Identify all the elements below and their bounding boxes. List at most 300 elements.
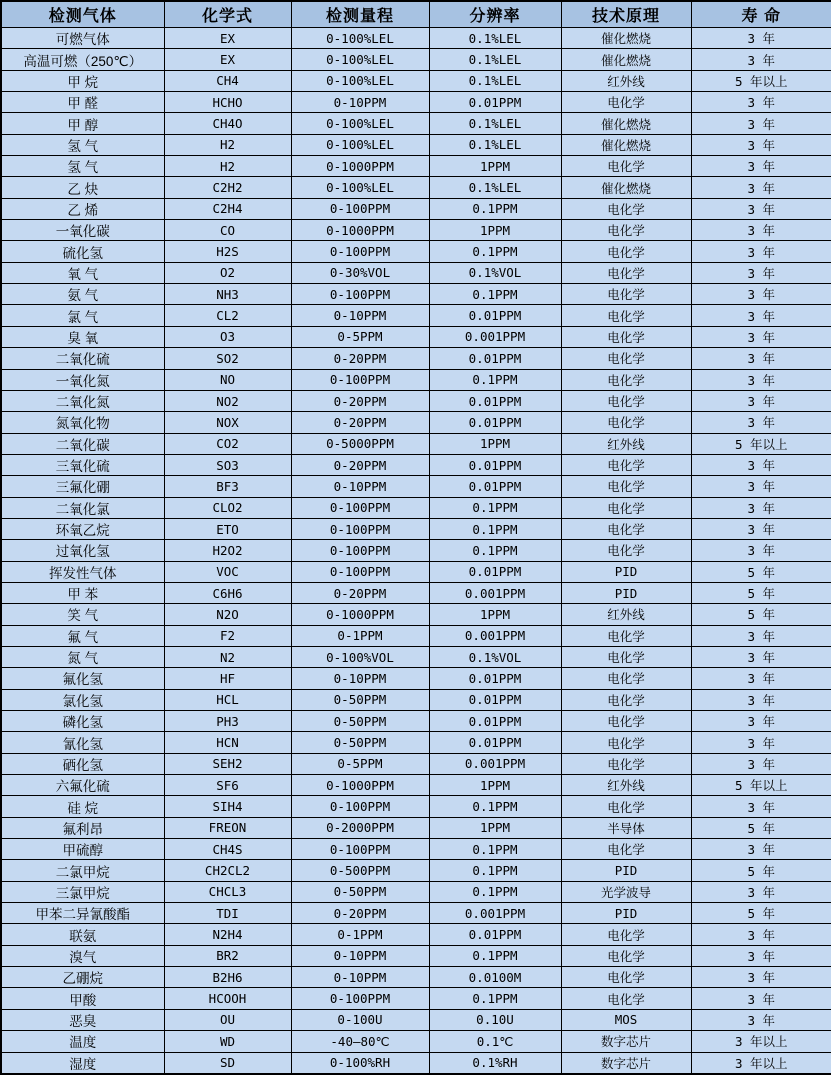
chemical-formula-cell: CH4S xyxy=(164,839,291,860)
technical-principle-cell: 电化学 xyxy=(561,924,691,945)
technical-principle-cell: 电化学 xyxy=(561,668,691,689)
resolution-cell: 0.1%VOL xyxy=(429,646,561,667)
lifespan-cell: 3 年 xyxy=(691,92,831,113)
technical-principle-cell: 电化学 xyxy=(561,412,691,433)
lifespan-cell: 3 年 xyxy=(691,988,831,1009)
technical-principle-cell: 电化学 xyxy=(561,326,691,347)
chemical-formula-cell: EX xyxy=(164,49,291,70)
column-header-4: 分辨率 xyxy=(429,1,561,28)
gas-name-cell: 磷化氢 xyxy=(1,711,164,732)
technical-principle-cell: 电化学 xyxy=(561,497,691,518)
technical-principle-cell: 电化学 xyxy=(561,711,691,732)
detection-range-cell: 0-1000PPM xyxy=(291,156,429,177)
table-row xyxy=(1,220,831,241)
table-row xyxy=(1,412,831,433)
technical-principle-cell: 电化学 xyxy=(561,369,691,390)
technical-principle-cell: PID xyxy=(561,582,691,603)
detection-range-cell: 0-100U xyxy=(291,1009,429,1030)
table-row xyxy=(1,732,831,753)
resolution-cell: 0.1PPM xyxy=(429,839,561,860)
detection-range-cell: 0-100PPM xyxy=(291,839,429,860)
gas-name-cell: 氰化氢 xyxy=(1,732,164,753)
resolution-cell: 1PPM xyxy=(429,775,561,796)
table-row xyxy=(1,348,831,369)
table-row xyxy=(1,92,831,113)
lifespan-cell: 5 年以上 xyxy=(691,70,831,91)
table-row xyxy=(1,177,831,198)
chemical-formula-cell: C2H4 xyxy=(164,198,291,219)
chemical-formula-cell: SO2 xyxy=(164,348,291,369)
column-header-6: 寿 命 xyxy=(691,1,831,28)
lifespan-cell: 5 年 xyxy=(691,582,831,603)
gas-name-cell: 过氧化氢 xyxy=(1,540,164,561)
technical-principle-cell: 数字芯片 xyxy=(561,1031,691,1052)
gas-name-cell: 氧 气 xyxy=(1,262,164,283)
technical-principle-cell: 电化学 xyxy=(561,241,691,262)
detection-range-cell: 0-100%RH xyxy=(291,1052,429,1074)
lifespan-cell: 5 年以上 xyxy=(691,433,831,454)
lifespan-cell: 5 年以上 xyxy=(691,775,831,796)
lifespan-cell: 3 年 xyxy=(691,689,831,710)
technical-principle-cell: 电化学 xyxy=(561,348,691,369)
chemical-formula-cell: H2O2 xyxy=(164,540,291,561)
technical-principle-cell: 电化学 xyxy=(561,945,691,966)
lifespan-cell: 3 年 xyxy=(691,198,831,219)
resolution-cell: 0.1%LEL xyxy=(429,70,561,91)
resolution-cell: 0.001PPM xyxy=(429,582,561,603)
table-row xyxy=(1,775,831,796)
technical-principle-cell: PID xyxy=(561,561,691,582)
chemical-formula-cell: CL2 xyxy=(164,305,291,326)
gas-name-cell: 联氨 xyxy=(1,924,164,945)
lifespan-cell: 3 年 xyxy=(691,177,831,198)
technical-principle-cell: 电化学 xyxy=(561,689,691,710)
gas-name-cell: 甲 烷 xyxy=(1,70,164,91)
resolution-cell: 0.1PPM xyxy=(429,497,561,518)
table-row xyxy=(1,924,831,945)
chemical-formula-cell: H2S xyxy=(164,241,291,262)
gas-name-cell: 溴气 xyxy=(1,945,164,966)
table-row xyxy=(1,796,831,817)
table-row xyxy=(1,646,831,667)
chemical-formula-cell: NO2 xyxy=(164,390,291,411)
lifespan-cell: 5 年 xyxy=(691,903,831,924)
resolution-cell: 0.01PPM xyxy=(429,561,561,582)
resolution-cell: 0.01PPM xyxy=(429,711,561,732)
table-row xyxy=(1,1009,831,1030)
resolution-cell: 0.1PPM xyxy=(429,518,561,539)
technical-principle-cell: 催化燃烧 xyxy=(561,49,691,70)
resolution-cell: 0.01PPM xyxy=(429,454,561,475)
table-row xyxy=(1,668,831,689)
detection-range-cell: 0-100%LEL xyxy=(291,70,429,91)
gas-name-cell: 高温可燃（250℃） xyxy=(1,49,164,70)
lifespan-cell: 3 年 xyxy=(691,49,831,70)
detection-range-cell: 0-500PPM xyxy=(291,860,429,881)
lifespan-cell: 3 年 xyxy=(691,284,831,305)
resolution-cell: 0.1%RH xyxy=(429,1052,561,1074)
detection-range-cell: 0-1PPM xyxy=(291,625,429,646)
lifespan-cell: 3 年 xyxy=(691,134,831,155)
detection-range-cell: 0-100PPM xyxy=(291,497,429,518)
technical-principle-cell: 电化学 xyxy=(561,262,691,283)
resolution-cell: 0.01PPM xyxy=(429,924,561,945)
detection-range-cell: 0-20PPM xyxy=(291,582,429,603)
detection-range-cell: 0-100PPM xyxy=(291,518,429,539)
resolution-cell: 0.1PPM xyxy=(429,540,561,561)
chemical-formula-cell: VOC xyxy=(164,561,291,582)
lifespan-cell: 3 年 xyxy=(691,454,831,475)
technical-principle-cell: 催化燃烧 xyxy=(561,28,691,49)
gas-name-cell: 乙 炔 xyxy=(1,177,164,198)
technical-principle-cell: 电化学 xyxy=(561,625,691,646)
technical-principle-cell: 电化学 xyxy=(561,476,691,497)
chemical-formula-cell: HF xyxy=(164,668,291,689)
table-row xyxy=(1,156,831,177)
table-row xyxy=(1,1052,831,1074)
detection-range-cell: 0-100PPM xyxy=(291,198,429,219)
lifespan-cell: 3 年 xyxy=(691,28,831,49)
detection-range-cell: 0-5000PPM xyxy=(291,433,429,454)
table-row xyxy=(1,689,831,710)
chemical-formula-cell: F2 xyxy=(164,625,291,646)
gas-name-cell: 三氯甲烷 xyxy=(1,881,164,902)
resolution-cell: 0.1℃ xyxy=(429,1031,561,1052)
detection-range-cell: 0-20PPM xyxy=(291,454,429,475)
lifespan-cell: 3 年 xyxy=(691,326,831,347)
table-row xyxy=(1,390,831,411)
table-body xyxy=(1,28,831,1075)
table-row xyxy=(1,903,831,924)
table-row xyxy=(1,753,831,774)
gas-name-cell: 氮氧化物 xyxy=(1,412,164,433)
chemical-formula-cell: FREON xyxy=(164,817,291,838)
table-row xyxy=(1,988,831,1009)
detection-range-cell: 0-100%LEL xyxy=(291,28,429,49)
detection-range-cell: 0-100%LEL xyxy=(291,134,429,155)
table-row xyxy=(1,326,831,347)
detection-range-cell: 0-5PPM xyxy=(291,326,429,347)
gas-name-cell: 甲 醛 xyxy=(1,92,164,113)
detection-range-cell: 0-20PPM xyxy=(291,348,429,369)
lifespan-cell: 3 年 xyxy=(691,540,831,561)
lifespan-cell: 5 年 xyxy=(691,817,831,838)
chemical-formula-cell: SF6 xyxy=(164,775,291,796)
table-row xyxy=(1,582,831,603)
detection-range-cell: 0-2000PPM xyxy=(291,817,429,838)
resolution-cell: 0.1PPM xyxy=(429,284,561,305)
technical-principle-cell: 电化学 xyxy=(561,540,691,561)
technical-principle-cell: 红外线 xyxy=(561,70,691,91)
chemical-formula-cell: SO3 xyxy=(164,454,291,475)
technical-principle-cell: 光学波导 xyxy=(561,881,691,902)
technical-principle-cell: 数字芯片 xyxy=(561,1052,691,1074)
column-header-5: 技术原理 xyxy=(561,1,691,28)
chemical-formula-cell: BF3 xyxy=(164,476,291,497)
detection-range-cell: 0-10PPM xyxy=(291,476,429,497)
lifespan-cell: 3 年 xyxy=(691,241,831,262)
resolution-cell: 0.1%LEL xyxy=(429,49,561,70)
technical-principle-cell: 红外线 xyxy=(561,775,691,796)
table-row xyxy=(1,711,831,732)
gas-name-cell: 甲 苯 xyxy=(1,582,164,603)
header-row xyxy=(1,1,831,28)
table-row xyxy=(1,1031,831,1052)
technical-principle-cell: 电化学 xyxy=(561,988,691,1009)
table-row xyxy=(1,134,831,155)
lifespan-cell: 3 年 xyxy=(691,753,831,774)
resolution-cell: 1PPM xyxy=(429,604,561,625)
resolution-cell: 0.1%VOL xyxy=(429,262,561,283)
resolution-cell: 1PPM xyxy=(429,817,561,838)
resolution-cell: 0.1PPM xyxy=(429,945,561,966)
table-row xyxy=(1,369,831,390)
gas-name-cell: 硫化氢 xyxy=(1,241,164,262)
resolution-cell: 0.1PPM xyxy=(429,369,561,390)
resolution-cell: 0.01PPM xyxy=(429,390,561,411)
table-row xyxy=(1,945,831,966)
detection-range-cell: 0-5PPM xyxy=(291,753,429,774)
resolution-cell: 0.1PPM xyxy=(429,198,561,219)
chemical-formula-cell: CO xyxy=(164,220,291,241)
chemical-formula-cell: CLO2 xyxy=(164,497,291,518)
technical-principle-cell: PID xyxy=(561,903,691,924)
gas-name-cell: 氯 气 xyxy=(1,305,164,326)
resolution-cell: 0.001PPM xyxy=(429,753,561,774)
chemical-formula-cell: B2H6 xyxy=(164,967,291,988)
chemical-formula-cell: SD xyxy=(164,1052,291,1074)
lifespan-cell: 3 年 xyxy=(691,625,831,646)
technical-principle-cell: 催化燃烧 xyxy=(561,134,691,155)
resolution-cell: 0.01PPM xyxy=(429,412,561,433)
gas-name-cell: 二氧化氮 xyxy=(1,390,164,411)
chemical-formula-cell: HCL xyxy=(164,689,291,710)
resolution-cell: 0.1PPM xyxy=(429,796,561,817)
technical-principle-cell: 电化学 xyxy=(561,518,691,539)
detection-range-cell: 0-50PPM xyxy=(291,881,429,902)
table-row xyxy=(1,561,831,582)
lifespan-cell: 3 年 xyxy=(691,220,831,241)
detection-range-cell: 0-100PPM xyxy=(291,796,429,817)
technical-principle-cell: MOS xyxy=(561,1009,691,1030)
gas-name-cell: 氟 气 xyxy=(1,625,164,646)
table-row xyxy=(1,497,831,518)
resolution-cell: 0.01PPM xyxy=(429,689,561,710)
lifespan-cell: 3 年 xyxy=(691,518,831,539)
gas-name-cell: 恶臭 xyxy=(1,1009,164,1030)
table-row xyxy=(1,518,831,539)
lifespan-cell: 5 年 xyxy=(691,561,831,582)
chemical-formula-cell: NO xyxy=(164,369,291,390)
lifespan-cell: 3 年 xyxy=(691,113,831,134)
chemical-formula-cell: O3 xyxy=(164,326,291,347)
lifespan-cell: 3 年 xyxy=(691,156,831,177)
resolution-cell: 0.1PPM xyxy=(429,881,561,902)
table-row xyxy=(1,476,831,497)
gas-name-cell: 氟化氢 xyxy=(1,668,164,689)
detection-range-cell: 0-100%LEL xyxy=(291,113,429,134)
chemical-formula-cell: TDI xyxy=(164,903,291,924)
technical-principle-cell: 电化学 xyxy=(561,198,691,219)
lifespan-cell: 3 年 xyxy=(691,262,831,283)
technical-principle-cell: PID xyxy=(561,860,691,881)
table-row xyxy=(1,241,831,262)
resolution-cell: 0.01PPM xyxy=(429,305,561,326)
chemical-formula-cell: C6H6 xyxy=(164,582,291,603)
table-row xyxy=(1,454,831,475)
detection-range-cell: 0-100PPM xyxy=(291,561,429,582)
table-row xyxy=(1,625,831,646)
gas-name-cell: 硅 烷 xyxy=(1,796,164,817)
lifespan-cell: 3 年 xyxy=(691,369,831,390)
detection-range-cell: 0-10PPM xyxy=(291,668,429,689)
technical-principle-cell: 电化学 xyxy=(561,967,691,988)
technical-principle-cell: 电化学 xyxy=(561,753,691,774)
lifespan-cell: 3 年 xyxy=(691,476,831,497)
chemical-formula-cell: HCHO xyxy=(164,92,291,113)
chemical-formula-cell: CH4O xyxy=(164,113,291,134)
chemical-formula-cell: NH3 xyxy=(164,284,291,305)
lifespan-cell: 3 年 xyxy=(691,497,831,518)
resolution-cell: 0.1%LEL xyxy=(429,177,561,198)
resolution-cell: 1PPM xyxy=(429,433,561,454)
table-row xyxy=(1,860,831,881)
lifespan-cell: 3 年 xyxy=(691,945,831,966)
detection-range-cell: 0-100PPM xyxy=(291,369,429,390)
gas-name-cell: 二氧化硫 xyxy=(1,348,164,369)
gas-name-cell: 湿度 xyxy=(1,1052,164,1074)
resolution-cell: 0.0100M xyxy=(429,967,561,988)
table-row xyxy=(1,881,831,902)
lifespan-cell: 3 年 xyxy=(691,839,831,860)
table-row xyxy=(1,28,831,49)
gas-name-cell: 氟利昂 xyxy=(1,817,164,838)
detection-range-cell: 0-1000PPM xyxy=(291,775,429,796)
lifespan-cell: 3 年 xyxy=(691,412,831,433)
detection-range-cell: 0-50PPM xyxy=(291,732,429,753)
lifespan-cell: 3 年以上 xyxy=(691,1052,831,1074)
chemical-formula-cell: SEH2 xyxy=(164,753,291,774)
gas-name-cell: 氮 气 xyxy=(1,646,164,667)
technical-principle-cell: 催化燃烧 xyxy=(561,113,691,134)
resolution-cell: 1PPM xyxy=(429,220,561,241)
chemical-formula-cell: H2 xyxy=(164,134,291,155)
detection-range-cell: 0-50PPM xyxy=(291,711,429,732)
resolution-cell: 0.01PPM xyxy=(429,348,561,369)
table-row xyxy=(1,604,831,625)
gas-name-cell: 甲 醇 xyxy=(1,113,164,134)
chemical-formula-cell: N2 xyxy=(164,646,291,667)
technical-principle-cell: 电化学 xyxy=(561,454,691,475)
resolution-cell: 0.1%LEL xyxy=(429,134,561,155)
detection-range-cell: 0-100PPM xyxy=(291,284,429,305)
gas-name-cell: 三氧化硫 xyxy=(1,454,164,475)
lifespan-cell: 3 年 xyxy=(691,924,831,945)
chemical-formula-cell: PH3 xyxy=(164,711,291,732)
chemical-formula-cell: CHCL3 xyxy=(164,881,291,902)
gas-name-cell: 一氧化氮 xyxy=(1,369,164,390)
table-row xyxy=(1,839,831,860)
resolution-cell: 0.10U xyxy=(429,1009,561,1030)
chemical-formula-cell: OU xyxy=(164,1009,291,1030)
lifespan-cell: 3 年 xyxy=(691,646,831,667)
lifespan-cell: 5 年 xyxy=(691,860,831,881)
detection-range-cell: 0-1000PPM xyxy=(291,604,429,625)
technical-principle-cell: 半导体 xyxy=(561,817,691,838)
resolution-cell: 0.1PPM xyxy=(429,241,561,262)
chemical-formula-cell: WD xyxy=(164,1031,291,1052)
resolution-cell: 0.01PPM xyxy=(429,92,561,113)
technical-principle-cell: 电化学 xyxy=(561,156,691,177)
gas-name-cell: 乙硼烷 xyxy=(1,967,164,988)
gas-name-cell: 可燃气体 xyxy=(1,28,164,49)
chemical-formula-cell: HCN xyxy=(164,732,291,753)
lifespan-cell: 3 年 xyxy=(691,881,831,902)
detection-range-cell: 0-20PPM xyxy=(291,903,429,924)
resolution-cell: 0.1%LEL xyxy=(429,113,561,134)
resolution-cell: 0.001PPM xyxy=(429,625,561,646)
chemical-formula-cell: NOX xyxy=(164,412,291,433)
gas-name-cell: 甲酸 xyxy=(1,988,164,1009)
resolution-cell: 0.01PPM xyxy=(429,476,561,497)
chemical-formula-cell: N2H4 xyxy=(164,924,291,945)
column-header-1: 检测气体 xyxy=(1,1,164,28)
table-row xyxy=(1,70,831,91)
table-row xyxy=(1,433,831,454)
detection-range-cell: 0-10PPM xyxy=(291,92,429,113)
gas-name-cell: 硒化氢 xyxy=(1,753,164,774)
detection-range-cell: 0-50PPM xyxy=(291,689,429,710)
gas-name-cell: 三氟化硼 xyxy=(1,476,164,497)
detection-range-cell: 0-100PPM xyxy=(291,540,429,561)
gas-name-cell: 笑 气 xyxy=(1,604,164,625)
detection-range-cell: 0-100%LEL xyxy=(291,177,429,198)
resolution-cell: 0.01PPM xyxy=(429,732,561,753)
technical-principle-cell: 电化学 xyxy=(561,646,691,667)
technical-principle-cell: 电化学 xyxy=(561,92,691,113)
gas-name-cell: 一氧化碳 xyxy=(1,220,164,241)
gas-name-cell: 二氯甲烷 xyxy=(1,860,164,881)
table-row xyxy=(1,967,831,988)
table-row xyxy=(1,262,831,283)
lifespan-cell: 3 年 xyxy=(691,967,831,988)
detection-range-cell: 0-1000PPM xyxy=(291,220,429,241)
table-row xyxy=(1,540,831,561)
lifespan-cell: 5 年 xyxy=(691,604,831,625)
gas-name-cell: 甲苯二异氰酸酯 xyxy=(1,903,164,924)
gas-name-cell: 温度 xyxy=(1,1031,164,1052)
resolution-cell: 0.1%LEL xyxy=(429,28,561,49)
detection-range-cell: 0-10PPM xyxy=(291,945,429,966)
gas-name-cell: 乙 烯 xyxy=(1,198,164,219)
technical-principle-cell: 电化学 xyxy=(561,839,691,860)
lifespan-cell: 3 年 xyxy=(691,796,831,817)
resolution-cell: 0.01PPM xyxy=(429,668,561,689)
gas-name-cell: 甲硫醇 xyxy=(1,839,164,860)
detection-range-cell: 0-100%VOL xyxy=(291,646,429,667)
detection-range-cell: 0-1PPM xyxy=(291,924,429,945)
detection-range-cell: -40—80℃ xyxy=(291,1031,429,1052)
lifespan-cell: 3 年 xyxy=(691,668,831,689)
resolution-cell: 0.001PPM xyxy=(429,903,561,924)
gas-name-cell: 二氧化碳 xyxy=(1,433,164,454)
gas-name-cell: 挥发性气体 xyxy=(1,561,164,582)
chemical-formula-cell: ETO xyxy=(164,518,291,539)
resolution-cell: 0.1PPM xyxy=(429,860,561,881)
gas-name-cell: 氢 气 xyxy=(1,134,164,155)
detection-range-cell: 0-10PPM xyxy=(291,305,429,326)
lifespan-cell: 3 年 xyxy=(691,390,831,411)
